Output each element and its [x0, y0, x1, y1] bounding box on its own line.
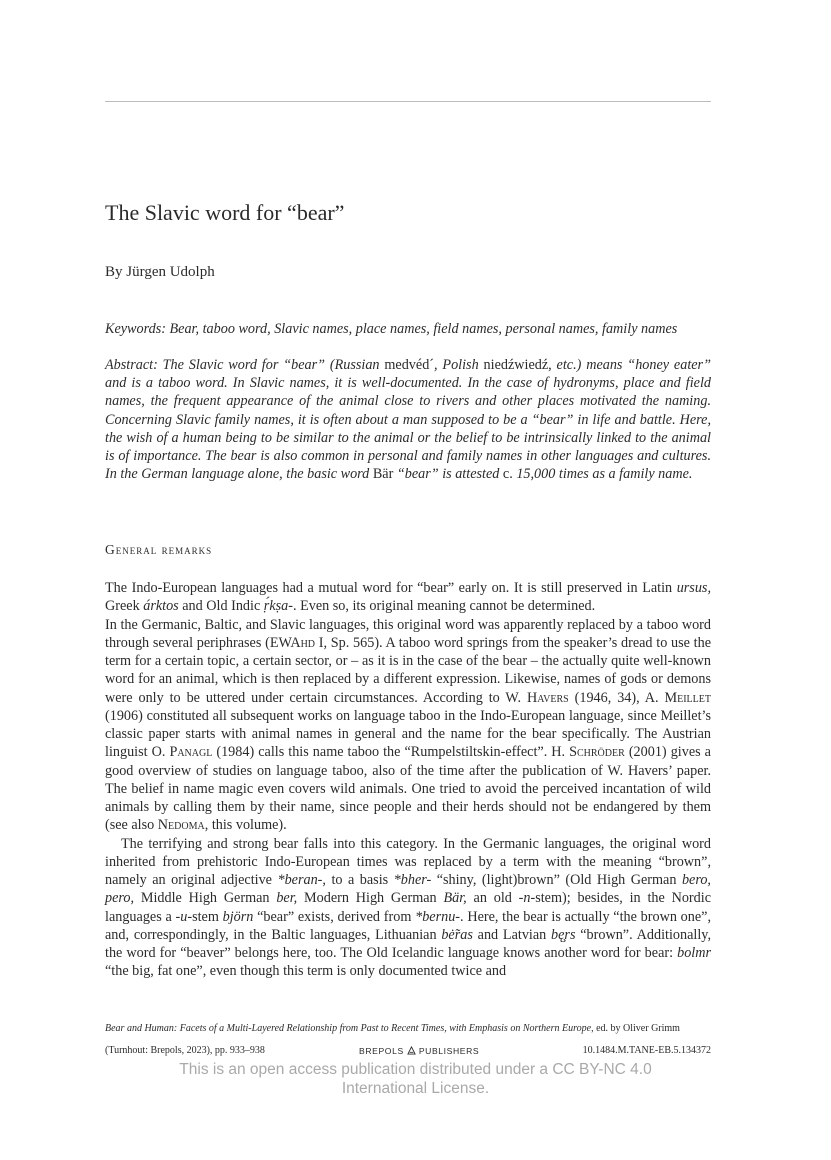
author-ref: Nedoma: [157, 817, 205, 834]
paragraph-3: The terrifying and strong bear falls into this category. In the Germanic languages, the original word inherited from prehistoric Indo-European times was replaced by a term with the meaning “brown”, namely an original adjective *beran-, to a basis *bher- “shiny, (light)brown” (Old High German bero, pero, Middle High German ber, Modern High German Bär, an old -n-stem); besides, in the Nordic languages a -u-stem björn “bear” exists, derived from *bernu-. Here, the bear is actually “the brown one”, and, correspondingly, in the Baltic languages, Lithuanian bė̃ras and Latvian bę̧rs “brown”. Additionally, the word for “beaver” belongs here, too. The Old Icelandic language knows another word for bear: bolmr “the big, fat one”, even though this term is only documented twice and: [105, 835, 711, 980]
section-heading: General remarks: [105, 542, 213, 557]
paragraph-2: In the Germanic, Baltic, and Slavic languages, this original word was apparently replaced by a taboo word through several periphrases (EWAhd I, Sp. 565). A taboo word springs from the speaker’s dread to use the term for a certain topic, a certain sector, or – as it is in the case of the bear – the actually quite well-known word for an animal, which is then replaced by a different expression. Likewise, names of gods or demons were only to be uttered under certain circumstances. According to W. Havers (1946, 34), A. Meillet (1906) constituted all subsequent works on language taboo in the Indo-European language, since Meillet’s classic paper starts with animal names in general and the name for the bear specifically. The Austrian linguist O. Panagl (1984) calls this name taboo the “Rumpelstiltskin-effect”. H. Schröder (2001) gives a good overview of studies on language taboo, also of the time after the publication of W. Havers’ paper. The belief in name magic even covers wild animals. One tried to avoid the perceived incantation of wild animals by calling them by their name, since people and their herds should not be endangered by them (see also Nedoma, this volume).: [105, 616, 711, 834]
author-ref: Panagl: [169, 744, 213, 761]
publisher-logo: BREPOLS PUBLISHERS: [359, 1046, 480, 1056]
license-notice: This is an open access publication distributed under a CC BY-NC 4.0 International License.: [179, 1061, 652, 1097]
german-word: Bär: [372, 466, 394, 483]
citation: (Turnhout: Brepols, 2023), pp. 933–938: [105, 1045, 265, 1056]
doi: 10.1484.M.TANE-EB.5.134372: [582, 1045, 711, 1056]
publisher-emblem-icon: [407, 1046, 416, 1055]
header-rule: [105, 101, 711, 102]
article-title: The Slavic word for “bear”: [105, 200, 345, 225]
keywords: Keywords: Bear, taboo word, Slavic names, place names, field names, personal names, family names: [105, 321, 678, 337]
body-text: [105, 579, 711, 981]
russian-word: medvéd´: [384, 357, 435, 373]
paragraph-1: The Indo-European languages had a mutual word for “bear” early on. It is still preserved in Latin ursus, Greek árktos and Old Indic ṛ́kṣa-. Even so, its original meaning cannot be determined.: [105, 580, 711, 615]
footer-source: Bear and Human: Facets of a Multi-Layered Relationship from Past to Recent Times, with Emphasis on Northern Europe, ed. by Oliver Grimm: [105, 1023, 680, 1034]
polish-word: niedźwiedź: [483, 357, 549, 373]
author-ref: Havers: [526, 689, 569, 706]
author-byline: By Jürgen Udolph: [105, 264, 215, 280]
book-title: Bear and Human: Facets of a Multi-Layered Relationship from Past to Recent Times, with Emphasis on Northern Europe: [105, 1023, 592, 1034]
author-ref: Meillet: [664, 689, 711, 706]
abstract: Abstract: The Slavic word for “bear” (Russian medvéd´, Polish niedźwiedź, etc.) means “honey eater” and is a taboo word. In Slavic names, it is well-documented. In the case of hydronyms, place and field names, the frequent appearance of the animal close to rivers and other places motivated the naming. Concerning Slavic family names, it is often about a man supposed to be a “bear” in life and battle. Here, the wish of a human being to be similar to the animal or the belief to be intrinsically linked to the animal is of importance. The bear is also common in personal and family names in other languages and cultures. In the German language alone, the basic word Bär “bear” is attested c. 15,000 times as a family name.: [105, 357, 711, 483]
author-ref: Schröder: [569, 744, 625, 761]
